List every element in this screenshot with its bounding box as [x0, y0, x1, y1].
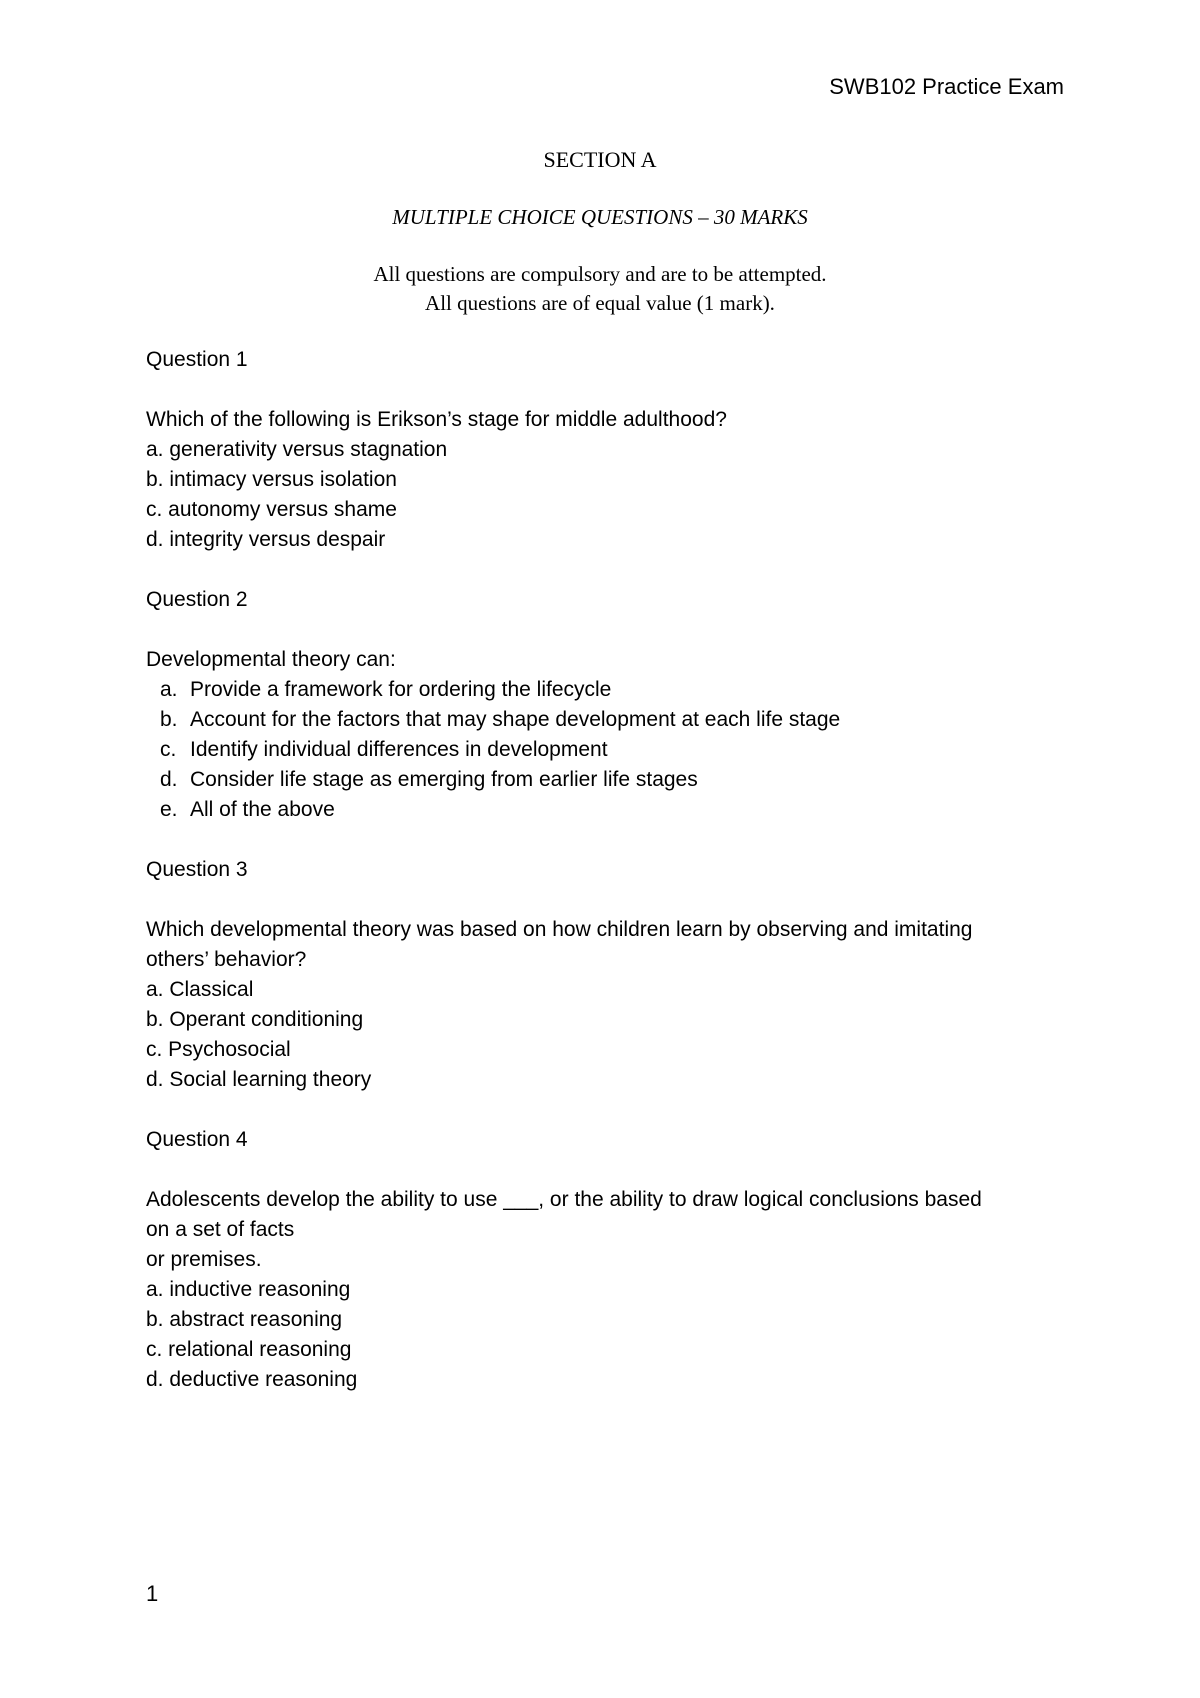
running-header: SWB102 Practice Exam [829, 74, 1064, 99]
option-letter: d. [160, 768, 178, 791]
option [160, 795, 1066, 825]
option: d. deductive reasoning [146, 1368, 358, 1391]
option: b. Operant conditioning [146, 1008, 364, 1031]
question-stem: or premises. [146, 1248, 262, 1271]
section-title: SECTION A [543, 147, 657, 172]
question-heading: Question 4 [146, 1128, 248, 1151]
option: c. relational reasoning [146, 1338, 352, 1361]
instruction-line: All questions are of equal value (1 mark). [425, 291, 775, 315]
question-heading: Question 1 [146, 348, 248, 371]
option-list [146, 1275, 1066, 1395]
question-3 [146, 855, 1066, 1095]
option-letter: a. [160, 678, 178, 701]
option [160, 735, 1066, 765]
instructions [0, 260, 1200, 318]
option: b. abstract reasoning [146, 1308, 343, 1331]
question-stem: Which developmental theory was based on how children learn by observing and imitating [146, 918, 973, 941]
option [160, 765, 1066, 795]
option: c. autonomy versus shame [146, 498, 397, 521]
option: b. intimacy versus isolation [146, 468, 397, 491]
option-letter: b. [160, 708, 178, 731]
question-2 [146, 585, 1066, 825]
option-text: Identify individual differences in development [190, 738, 608, 761]
option-list [146, 675, 1066, 825]
section-subtitle: MULTIPLE CHOICE QUESTIONS – 30 MARKS [392, 205, 808, 229]
questions-list [146, 345, 1066, 1425]
option-text: All of the above [190, 798, 335, 821]
option: a. inductive reasoning [146, 1278, 351, 1301]
option: a. generativity versus stagnation [146, 438, 448, 461]
option-text: Consider life stage as emerging from earlier life stages [190, 768, 698, 791]
question-stem: on a set of facts [146, 1218, 295, 1241]
option: a. Classical [146, 978, 254, 1001]
option-list [146, 435, 1066, 555]
option: d. Social learning theory [146, 1068, 372, 1091]
option-text: Account for the factors that may shape development at each life stage [190, 708, 841, 731]
option: d. integrity versus despair [146, 528, 386, 551]
option-letter: c. [160, 738, 177, 761]
instruction-line: All questions are compulsory and are to be attempted. [373, 262, 827, 286]
option-list [146, 975, 1066, 1095]
question-stem: Developmental theory can: [146, 648, 396, 671]
question-heading: Question 2 [146, 588, 248, 611]
question-1 [146, 345, 1066, 555]
option [160, 705, 1066, 735]
question-stem: Adolescents develop the ability to use ___, or the ability to draw logical conclusions based [146, 1188, 982, 1211]
question-stem: Which of the following is Erikson’s stage for middle adulthood? [146, 408, 727, 431]
question-stem: others’ behavior? [146, 948, 307, 971]
page-number: 1 [146, 1581, 159, 1606]
option-letter: e. [160, 798, 178, 821]
option: c. Psychosocial [146, 1038, 291, 1061]
question-heading: Question 3 [146, 858, 248, 881]
option [160, 675, 1066, 705]
question-4 [146, 1125, 1066, 1395]
option-text: Provide a framework for ordering the lifecycle [190, 678, 612, 701]
